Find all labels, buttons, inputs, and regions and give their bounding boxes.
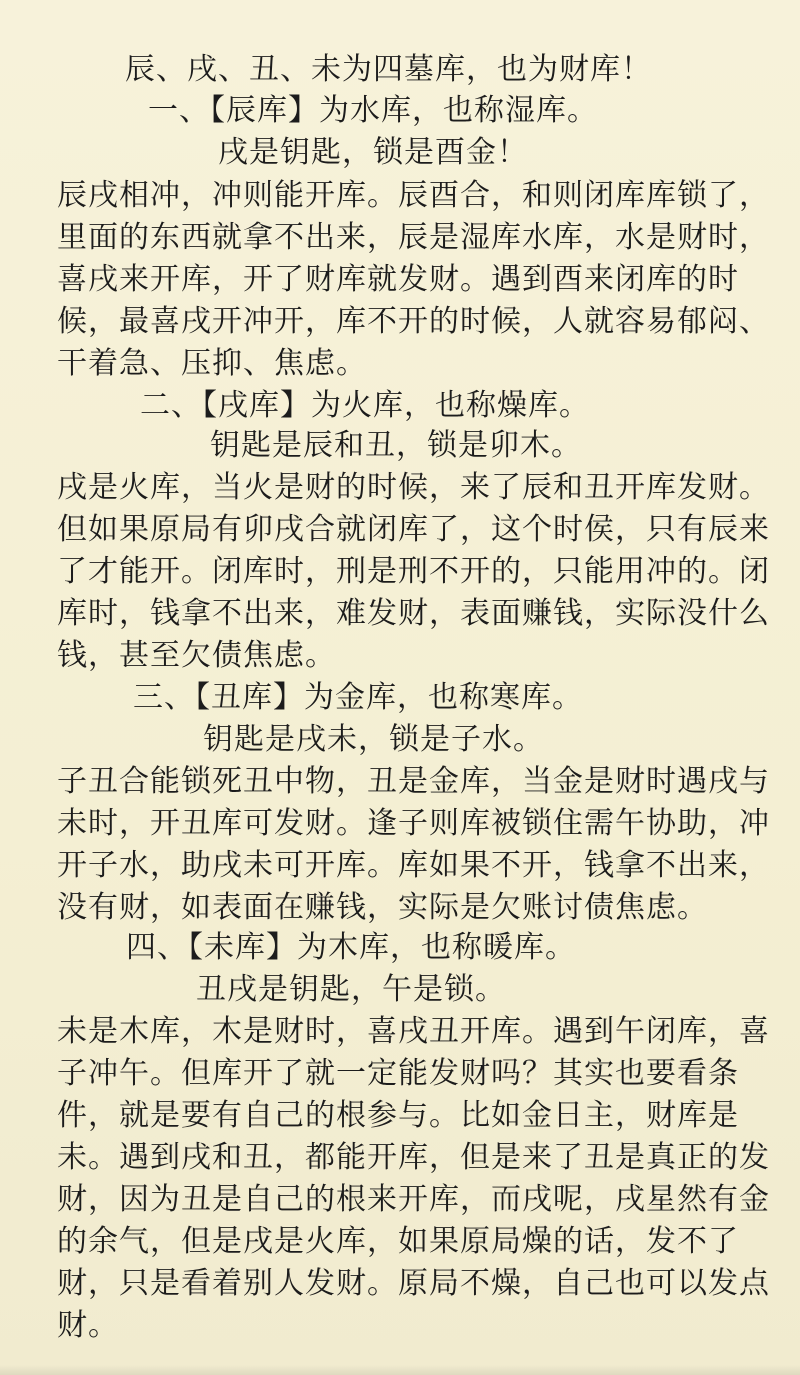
section-4-body-line: 未是木库，木是财时，喜戌丑开库。遇到午闭库，喜	[57, 1014, 770, 1049]
section-1-body-line: 喜戌来开库，开了财库就发财。遇到酉来闭库的时	[57, 262, 739, 297]
section-4-body-line: 财，只是看着别人发财。原局不燥，自己也可以发点	[57, 1266, 770, 1301]
document-title: 辰、戌、丑、未为四墓库，也为财库！	[125, 52, 652, 87]
section-4-body-line: 财。	[57, 1308, 119, 1343]
section-4-body-line: 子冲午。但库开了就一定能发财吗？其实也要看条	[57, 1056, 739, 1091]
section-3-body-line: 未时，开丑库可发财。逢子则库被锁住需午协助，冲	[57, 806, 770, 841]
page-bottom-shadow	[0, 1365, 800, 1375]
section-2-body-line: 但如果原局有卯戌合就闭库了，这个时侯，只有辰来	[57, 512, 770, 547]
section-2-body-line: 戌是火库，当火是财的时候，来了辰和丑开库发财。	[57, 470, 770, 505]
section-3-body-line: 开子水，助戌未可开库。库如果不开，钱拿不出来，	[57, 848, 770, 883]
section-2-body-line: 库时，钱拿不出来，难发财，表面赚钱，实际没什么	[57, 596, 770, 631]
section-1-body-line: 干着急、压抑、焦虑。	[57, 346, 367, 381]
section-1-body-line: 候，最喜戌开冲开，库不开的时候，人就容易郁闷、	[57, 304, 770, 339]
section-1-body-line: 里面的东西就拿不出来，辰是湿库水库，水是财时，	[57, 220, 770, 255]
section-2-heading: 二、【戌库】为火库，也称燥库。	[140, 388, 590, 423]
section-3-body-line: 没有财，如表面在赚钱，实际是欠账讨债焦虑。	[57, 890, 708, 925]
section-3-key-line: 钥匙是戌未，锁是子水。	[203, 722, 544, 757]
section-4-key-line: 丑戌是钥匙，午是锁。	[196, 972, 506, 1007]
section-2-key-line: 钥匙是辰和丑，锁是卯木。	[210, 428, 582, 463]
section-1-body-line: 辰戌相冲，冲则能开库。辰酉合，和则闭库库锁了，	[57, 178, 770, 213]
section-3-heading: 三、【丑库】为金库，也称寒库。	[133, 680, 583, 715]
section-3-body-line: 子丑合能锁死丑中物，丑是金库，当金是财时遇戌与	[57, 764, 770, 799]
section-2-body-line: 了才能开。闭库时，刑是刑不开的，只能用冲的。闭	[57, 554, 770, 589]
section-4-body-line: 的余气，但是戌是火库，如果原局燥的话，发不了	[57, 1224, 739, 1259]
section-2-body-line: 钱，甚至欠债焦虑。	[57, 638, 336, 673]
section-4-body-line: 财，因为丑是自己的根来开库，而戌呢，戌星然有金	[57, 1182, 770, 1217]
section-4-body-line: 未。遇到戌和丑，都能开库，但是来了丑是真正的发	[57, 1140, 770, 1175]
section-1-key-line: 戌是钥匙，锁是酉金！	[218, 135, 528, 170]
section-4-body-line: 件，就是要有自己的根参与。比如金日主，财库是	[57, 1098, 739, 1133]
section-4-heading: 四、【未库】为木库，也称暖库。	[126, 930, 576, 965]
section-1-heading: 一、【辰库】为水库，也称湿库。	[148, 93, 598, 128]
